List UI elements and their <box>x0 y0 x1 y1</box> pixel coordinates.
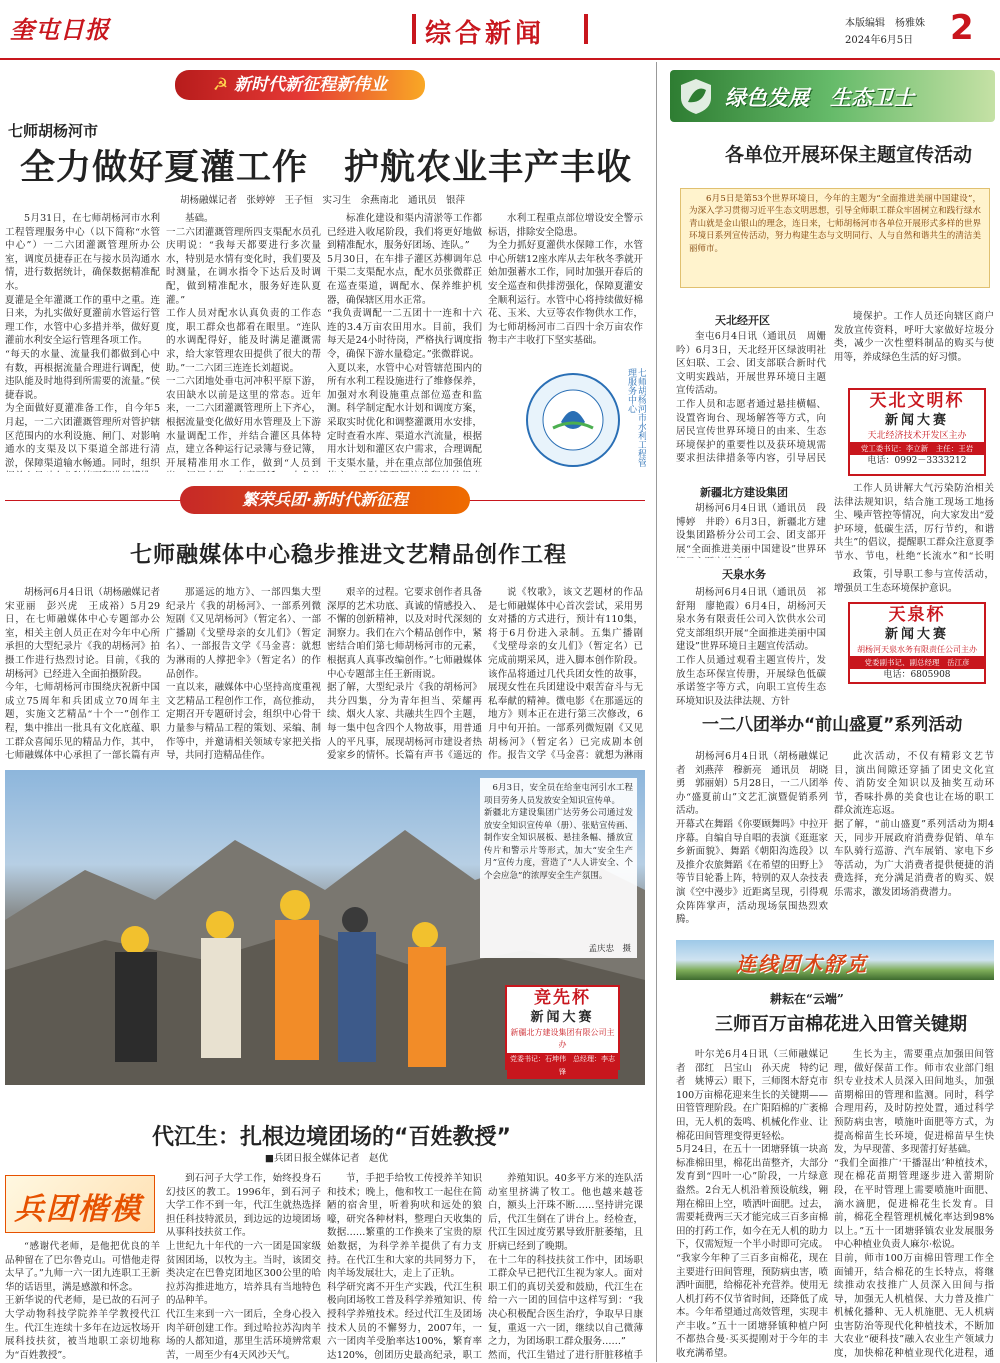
s1-text: 奎屯6月4日讯（通讯员 周姗吟）6月3日，天北经开区绿波明社区妇联、工会、团支部联合新时代文明实践站，开展世界环境日主题宣传活动。 工作人员和志愿者通过悬挂横幅、设置咨询台、现场解答等方式，向居民宣传世界环境日的由来、生态环境保护的重要性以及获环境规需要求担法律措条等内容，引导居民 <box>676 331 826 465</box>
banner-new-era <box>175 70 425 100</box>
s3-text: 胡杨河6月4日讯（通讯员 祁舒翔 廖艳霞）6月4日，胡杨河天泉水务有限责任公司入饮供水公司党支部组织开展“全面推进美丽中国建设”世界环境日主题宣传活动。 工作人员通过观看主题宣传片，发放生态环保宣传册，开展绿色低碳承诺签字等方式，向职工宣传生态环境知识及法律法规、方针 <box>676 587 826 707</box>
article3-byline: ■兵团日报全媒体记者 赵优 <box>265 1153 388 1164</box>
leaf-shield-icon <box>676 76 716 116</box>
issue-date: 2024年6月5日 <box>845 35 914 46</box>
section-title: 综合新闻 <box>425 19 546 49</box>
article3-headline: 代江生：扎根边境团场的“百姓教授” <box>152 1125 511 1150</box>
ad-tianbei-phone: 电话：0992－3333212 <box>867 456 967 466</box>
photo-caption: 6月3日，安全员在给奎屯河引水工程项目劳务人员发放安全知识宣传单。 新疆北方建设集团广达劳务公司通过发放安全知识宣传单（册）、张贴宣传画、制作安全知识展板、悬挂条幅、播放宣传片和警示片等形式，加大“安全生产月”宣传力度，营造了“人人讲安全、个个会应急”的浓厚安全生产氛围。 <box>484 783 633 881</box>
s2-text: 胡杨河6月4日讯（通讯员 段博婷 井聆）6月3日，新疆北方建设集团路桥分公司工会、团支部开展“全面推进美丽中国建设”世界环 <box>676 503 826 555</box>
tumxuk-banner <box>676 940 994 980</box>
column-logo-bingtuan <box>5 1175 155 1233</box>
article1-col3: 标准化建设和渠内清淤等工作都已经进入收尾阶段，我们将更好地做到精准配水，服务好团场、连队。” 5月30日，在车排子灌区苏柳调年总干渠二支渠配水点，配水员张微群正在巡查渠道，调配水、保养维护机器，确保辖区用水正常。 “我负责调配一二五团十一连和十六连的3.4万亩农田用水。目前，我们每天是24小时待岗，严格执行调度指令，确保下游水量稳定。”张微群说。 入夏以来，水管中心对管辖范围内的所有水利工程设施进行了维修保养，加强对水利设施重点部位巡查和监测。科学制定配水计划和调度方案，采取实时优化和调整灌溉用水安排，定时查看水库、渠道水汽流量，根据用水计划和灌区农户需求，合理调配干支渠水量，并在重点部位加强值班 <box>327 213 482 469</box>
a6-col1: 叶尔羌6月4日讯（三师融媒记者 邵红 吕宝山 孙天虎 特约记者 姚博云）眼下，三师图木舒克市100万亩棉花迎来生长的关键期——田管管理阶段。在广阳陌棉的广袤棉田，无人机的轰鸣、机械化作业、让棉花田间管理变得更轻松。 5月24日，在五十一团塘驿镇一块高标准棉田里，棉花出苗整齐，大部分发育到“四叶一心”阶段，一片绿意盎然。2台无人机沿着预设航线，翱翔在棉田上空，喷洒叶面肥。过去，需要耗费两三天才能完成三百多亩棉田的打药工作，如今在无人机的助力下，仅需短短一个半小时即可完成。 “我家今年种了三百多亩棉花，现在主要进行田间管理，预防病虫害，喷洒叶面肥，给棉花补充营养。使用无人机打药不仅节省时间，还降低了成本。今年希望通过高效管理，实现丰产丰收。”五十一团塘驿镇种植户阿不都热合曼·买买提刚对于今年的丰收充满希望。 <box>676 1049 828 1360</box>
masthead-right-bar <box>584 14 588 44</box>
newspaper-logo: 奎屯日报 <box>10 15 110 44</box>
ad-tianbei-host: 天北经济技术开发区主办 <box>867 431 967 441</box>
a6-kicker: 耕耘在“云端” <box>770 992 844 1006</box>
ad-tianquan-phone: 电话：6805908 <box>883 670 951 680</box>
s1-text2: 境保护。工作人员还向辖区商户发放宣传资料，呼吁大家做好垃圾分类，减少一次性塑料制品的购买与使用等，养成绿色生活的好习惯。 <box>834 311 994 363</box>
article3-col1: “感谢代老师，是他把优良的羊品种留在了巴尔鲁克山。可惜他走得太早了。”九师一六一团九连职工王新华的话语里，满是感激和怀念。 王新华说的代老师，是已故的石河子大学动物科技学院养羊学教授代江生。代江生连续十多年在边远牧场开展科技扶贫，被当地职工亲切地称为“百姓教授”。 <box>5 1241 160 1360</box>
photo-caption-box <box>480 778 637 958</box>
ad-jingxian-sub: 新闻大赛 <box>530 1010 595 1025</box>
masthead-left-bar <box>412 14 416 44</box>
article1-headline: 全力做好夏灌工作 护航农业丰产丰收 <box>20 148 633 188</box>
a6-col2: 生长为主，需要重点加强田间管理，做好保苗工作。师市农业部门组织专业技术人员深入田间地头，加强苗期棉田的管理和监测。同时，科学合理用药，及时防控处置，通过科学预防病虫害，喷施叶面肥等方式，为提高棉苗生长环境，促进棉苗早生快发，为早现蕾、多现蕾打好基础。 “我们全面推广‘干播湿出’种植技术，现在棉花苗期管理逐步进入蕾期阶段，在平时管理上需要喷施叶面肥、滴水滴肥，促进棉花生长发育。目前，棉花全程管理机械化率达到98%以上。”五十一团塘驿镇农业发展服务中心种植业负责人麻尔·松说。 目前，师市100万亩棉田管理工作全面铺开，结合棉花的生长特点，将继续推动农技推广人员深入田间与指导，加强无人机植保、大力普及推广机械化播种、无人机施肥、无人机病虫害防治等现代化种植技术，不断加大农业“硬科技”融入农业生产领域力度，加快棉花种植业现代化进程，通 <box>834 1049 994 1360</box>
banner-bingtuan-text: 繁荣兵团·新时代新征程 <box>241 490 409 509</box>
a5-col2: 此次活动，不仅有精彩文艺节目，演出间隙还穿插了团史文化宣传、消防安全知识以及抽奖互动环节，香味扑鼻的美食也让在场的职工群众流连忘返。 据了解，“前山盛夏”系列活动为期4天，同步开展政府消费券促销、单车车队骑行巡游、汽车展销、家电下乡等活动，为广大消费者提供便捷的消费选择，充分满足消费者的购买、娱乐需求，激发团场消费潜力。 <box>834 751 994 898</box>
a5-col1: 胡杨河6月4日讯（胡杨融媒记者 刘燕萍 穆新亮 通讯员 胡晓勇 郭丽娟）5月28日，一二八团举办“盛夏前山”文艺汇演暨促销系列活动。 开幕式在舞蹈《你要顾舞吗》中拉开序幕。自编自导自唱的表演《逛逛家乡新面貌》、舞蹈《朝阳沟选段》以及推介农旅舞蹈《在希望的田野上》等节目轮番上阵，特别的双人杂技表演《空中漫步》近距离呈现，引得观众阵阵掌声，活动现场氛围热烈欢腾。 <box>676 751 828 926</box>
ad-tianquan-sub: 新闻大赛 <box>884 627 949 642</box>
ad-jingxian-title: 竞先杯 <box>534 988 591 1008</box>
editor-line: 本版编辑 杨雅姝 <box>845 18 925 29</box>
s1-title: 天北经开区 <box>715 314 770 327</box>
water-center-stamp <box>523 370 623 470</box>
a6-headline: 三师百万亩棉花进入田管关键期 <box>715 1014 967 1035</box>
s3-title: 天泉水务 <box>722 568 766 581</box>
ad-jingxian <box>505 985 620 1076</box>
ad-tianbei-contact: 党工委书记：李立新 主任：王岩 <box>850 442 984 455</box>
s2-title: 新疆北方建设集团 <box>700 486 788 499</box>
ad-tianbei <box>848 388 986 476</box>
ad-tianquan-host: 胡杨河天泉水务有限责任公司主办 <box>857 645 977 654</box>
article2-col2: 那遥远的地方》、一部四集大型纪录片《我的胡杨河》、一部系列微短剧《又见胡杨河》（暂定名）、一部广播剧《戈壁母亲的女儿们》（暂定名）、一部报告文学《马金喜：就想为淋雨的人撑把伞》（暂定名）的作品创作。 一直以来，融媒体中心坚持高度重视文艺精品工程创作工作，高位推动，定期召开专题研讨会，组织中心骨干力量参与精品工程的策划、采编、制作等中，并邀请相关领域专家把关指导，共同打造精品佳作。 <box>166 587 321 762</box>
page-column-divider <box>656 62 657 1362</box>
article1-byline: 胡杨融媒记者 张婷婷 王子恒 实习生 余燕南北 通讯员 银萍 <box>180 195 466 206</box>
a5-headline: 一二八团举办“前山盛夏”系列活动 <box>702 715 963 735</box>
ad-tianbei-sub: 新闻大赛 <box>884 413 949 428</box>
article2-col1: 胡杨河6月4日讯（胡杨融媒记者 宋亚丽 彭兴虎 王成裕）5月29日，在七师融媒体中心专题部办公室，相关主创人员正在对今年中心所承担的大型纪录片《我的胡杨河》拍摄工作进行热烈讨论。目前，《我的胡杨河》已经进入全面拍摄阶段。 今年，七师胡杨河市围绕庆祝新中国成立75周年和兵团成立70周年主题，实施文艺精品“十个一”创作工程，集中推出一批具有文化底蕴、职工群众喜闻乐见的精品力作，其中，七师融媒体中心承担了一部长篇有声 <box>5 587 160 762</box>
stamp-label: 七师胡杨河市水利工程管理服务中心 <box>626 368 646 467</box>
article1-kicker: 七师胡杨河市 <box>8 122 99 140</box>
masthead-rule <box>0 58 1000 60</box>
ad-tianquan <box>848 602 986 684</box>
ad-jingxian-contact: 党委书记：石坤伟 总经理：李志锋 <box>507 1053 618 1079</box>
article3-col2: 到石河子大学工作，始终投身石幻技区的教工。1996年，到石河子大学工作不到一年，代江生就热选择担任科技特派员，到边远的边境团场从事科技扶贫工作。 上世纪九十年代的一六一团是国家级贫困团场，以牧为主。当时，该团交类决定在巴鲁克团地区300公里的哈拉苏沟推进地方，培养具有当地特色的品种羊。 代江生来到一六一团后，全身心投入肉羊研创建工作。到过哈拉苏沟肉羊场的人都知道，那里生活环境辨常艰苦，一周至少有4天风沙天气。 <box>166 1173 321 1360</box>
s3-text2: 政策，引导职工参与宣传活动，增强员工生态环境保护意识。 <box>834 569 994 594</box>
party-emblem-icon: ☭ <box>212 75 235 95</box>
article1-col1: 5月31日，在七师胡杨河市水利工程管理服务中心（以下简称“水管中心”）一二六团灌溉管理所办公室，调度员捷春正在与接水员沟通水情，进行数据统计，确保数据精准配水。 夏灌是全年灌溉工作的重中之重。连日来，为扎实做好夏灌前水管运行管理工作，水管中心多措并举，做好夏灌前水利安全运行管理各项工作。 “每天的水量、流量我们都做到心中有数，再根据流量合理进行调配，使违队能及时地得到所需要的流量。”侯捷春说。 为全面做好夏灌准备工作，自今年5月起，一二六团灌溉管理所对管护辖区范围内的水利设施、闸门、对影响通水的支渠及以下渠道全部进行清淤，保障渠道输水畅通。同时，组织 <box>5 213 160 469</box>
ad-tianbei-title: 天北文明杯 <box>869 391 965 411</box>
column-logo-text: 兵团楷模 <box>14 1192 142 1227</box>
article2-headline: 七师融媒体中心稳步推进文艺精品创作工程 <box>130 543 568 568</box>
right-headline: 各单位开展环保主题宣传活动 <box>725 144 973 166</box>
right-lead: 6月5日是第53个世界环境日，今年的主题为“全面推进美丽中国建设”，为深入学习贯彻习近平生态文明思想，引导全师职工群众牢固树立和践行绿水青山就是金山银山的理念，连日来，七师胡杨河市各单位开展形式多样的世界环境日系列宣传活动，努力构建生态与文明同行、人与自然和谐共生的清洁美丽师市。 <box>689 194 981 254</box>
photo-credit: 孟庆忠 摄 <box>588 944 631 954</box>
article3-col4: 养殖知识。40多平方米的连队活动室里挤满了牧工。他也越来越苍白，额头上汗珠不断……坚持讲完课后，代江生倒在了讲台上。经检查，代江生因过度劳累导致肝脏萎缩，且肝病已经到了晚期。 在十二年的科技扶贫工作中，团场职工群众早已把代江生视为家人。面对职工们的真切关爱和鼓励，代江生在给一六一团的回信中这样写到：“我决心积极配合医生治疗，争取早日康复，重返一六一团，继续以自己微薄之力，为团场职工群众服务……” 然而，代江生错过了进行肝脏移植手 <box>488 1173 643 1360</box>
green-banner <box>670 70 995 122</box>
article2-col3: 艰辛的过程。它要求创作者具备深厚的艺术功底、真诚的情感投入、不懈的创新精神，以及对时代深刻的洞察力。我们在六个精品创作中，紧密结合咱们第七师胡杨河市的元素，根据真人真事改编创作。”七师融媒体中心专题部主任王新雨说。 据了解，大型纪录片《我的胡杨河》共分四集，分为青年担当、荣耀再续、烟火人家、共融共生四个主题，每一集中包含四个人物故事，用普通人的平凡事，展现胡杨河市建设者热爱家乡的情怀。长篇有声书《遥远的 <box>327 587 482 762</box>
ad-jingxian-host: 新疆北方建设集团有限公司主办 <box>510 1028 615 1049</box>
banner-bingtuan <box>180 486 470 514</box>
green-banner-text: 绿色发展 生态卫士 <box>725 86 914 110</box>
article1-col4: 水利工程重点部位增设安全警示标语，排除安全隐患。 为全力抓好夏灌供水保障工作，水管中心所辖12座水库从去年秋冬季就开始加强蓄水工作，同时加强开春后的安全巡查和供排涝强化，保障夏灌安全顺利运行。水管中心将持续做好棉花、玉米、大豆等农作物供水工作，为七师胡杨河市二百四十余万亩农作物丰产丰收打下坚实基础。 <box>488 213 643 347</box>
article3-col3: 节，手把手给牧工传授养羊知识和技术；晚上，他和牧工一起住在简陋的宿舍里，听着狗吠和远处的狼嚎，研究各种材料，整理白天收集的数据……繁重的工作换来了宝贵的原始数据，为科学养羊提供了有力支持。在代江生和大家的共同努力下，肉羊场发展壮大，走上了正轨。 科学研究离不开生产实践，代江生积极向团场牧工普及科学养殖知识、传授科学养殖技术。经过代江生及团场技术人员的不懈努力，2007年，一六一团肉羊受胎率达100%，繁育率达120%，创团历史最高纪录，职工 <box>327 1173 482 1360</box>
water-center-stamp-icon <box>523 370 623 470</box>
masthead <box>0 0 1000 60</box>
banner-new-era-text: 新时代新征程新伟业 <box>234 75 388 95</box>
article2-col4: 说《牧歌》，该文艺题材的作品是七师融媒体中心首次尝试，采用男女对播的方式进行，预计有110集，将于6月份进入录制。五集广播剧《戈壁母亲的女儿们》（暂定名）已完成前期采风，进入脚本创作阶段。该作品将通过几代兵团女性的故事，展现女性在兵团建设中艰苦奋斗与无私奉献的精神。微电影《在那遥远的地方》则本正在进行第三次修改，6月中旬开拍。一部系列微短剧《又见胡杨河》（暂定名）已完成剧本创作。报告文学《马金喜：就想为淋雨 <box>488 587 643 762</box>
s2-text2: 工作人员讲解大气污染防治相关法律法规知识，结合施工现场工地扬尘、噪声管控等情况，向大家发出“爱护环境，低碳生活，厉行节约，和谐共生”的倡议，提醒职工群众注意夏季节水、节电，杜绝“长流水”和“长明 <box>834 483 994 562</box>
tumxuk-banner-text: 连线团木舒克 <box>736 952 868 976</box>
page-number: 2 <box>950 8 974 48</box>
ad-tianquan-title: 天泉杯 <box>888 605 946 625</box>
right-lead-box <box>680 188 990 288</box>
ad-tianquan-contact: 党委副书记、副总经理 岳江彦 <box>850 656 984 669</box>
article1-col2: 基础。 一二六团灌溉管理所四支渠配水员孔庆明说：“我每天都要进行多次量水，特别是水情有变化时，我们要及时测量，在调水指令下达后及时调配，做到精准配水，服务好连队夏灌。” 工作人员对配水认真负责的工作态度，职工群众也都看在眼里。“连队的水调配得好，能及时满足灌溉需求，给大家管理农田提供了很大的帮助。”一二六团三连连长刘超说。 一二六团地处垂屯河冲积平原下游，农田缺水以前是这里的常态。近年来，一二六团灌溉管理所上下齐心，根据流量变化做好用水管理及上下游水量调配工作，并结合灌区具体特点，建立各种运行记录簿与登记簿，开展精准用水工作，做到“人员到 <box>166 213 321 469</box>
